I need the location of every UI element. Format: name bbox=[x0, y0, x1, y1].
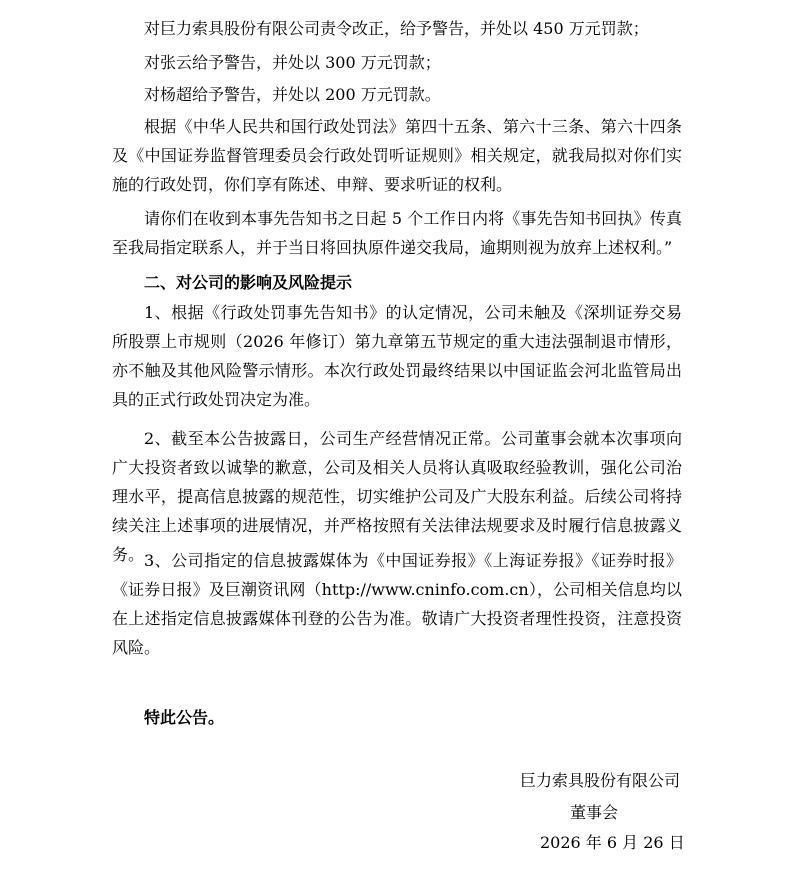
receipt-paragraph: 请你们在收到本事先告知书之日起 5 个工作日内将《事先告知书回执》传真至我局指定联系人，并于当日将回执原件递交我局，逾期则视为放弃上述权利。” bbox=[112, 209, 682, 257]
closing-statement: 特此公告。 bbox=[144, 708, 225, 727]
penalty-company-line: 对巨力索具股份有限公司责令改正，给予警告，并处以 450 万元罚款； bbox=[144, 19, 649, 38]
legal-basis-paragraph: 根据《中华人民共和国行政处罚法》第四十五条、第六十三条、第六十四条及《中国证券监督管理委员会行政处罚听证规则》相关规定，就我局拟对你们实施的行政处罚，你们享有陈述、申辩、要求听证的权利。 bbox=[112, 117, 682, 194]
impact-item-3: 3、公司指定的信息披露媒体为《中国证券报》《上海证券报》《证券时报》《证券日报》及巨潮资讯网（http://www.cninfo.com.cn），公司相关信息均以在上述指定信息披露媒体刊登的公告为准。敬请广大投资者理性投资，注意投资风险。 bbox=[112, 551, 682, 657]
signature-date: 2026 年 6 月 26 日 bbox=[540, 833, 685, 852]
section-two-heading: 二、对公司的影响及风险提示 bbox=[144, 273, 353, 292]
signature-board: 董事会 bbox=[570, 803, 619, 822]
impact-item-2: 2、截至本公告披露日，公司生产经营情况正常。公司董事会就本次事项向广大投资者致以诚挚的歉意，公司及相关人员将认真吸取经验教训，强化公司治理水平，提高信息披露的规范性，切实维护公司及广大股东利益。后续公司将持续关注上述事项的进展情况，并严格按照有关法律法规要求及时履行信息披露义务。 bbox=[112, 429, 682, 564]
penalty-zhang-line: 对张云给予警告，并处以 300 万元罚款； bbox=[144, 53, 441, 72]
penalty-yang-line: 对杨超给予警告，并处以 200 万元罚款。 bbox=[144, 85, 441, 104]
signature-company: 巨力索具股份有限公司 bbox=[520, 771, 681, 790]
impact-item-1: 1、根据《行政处罚事先告知书》的认定情况，公司未触及《深圳证券交易所股票上市规则（2026 年修订）第九章第五节规定的重大违法强制退市情形，亦不触及其他风险警示情形。本次行政处罚最终结果以中国证监会河北监管局出具的正式行政处罚决定为准。 bbox=[112, 303, 682, 409]
